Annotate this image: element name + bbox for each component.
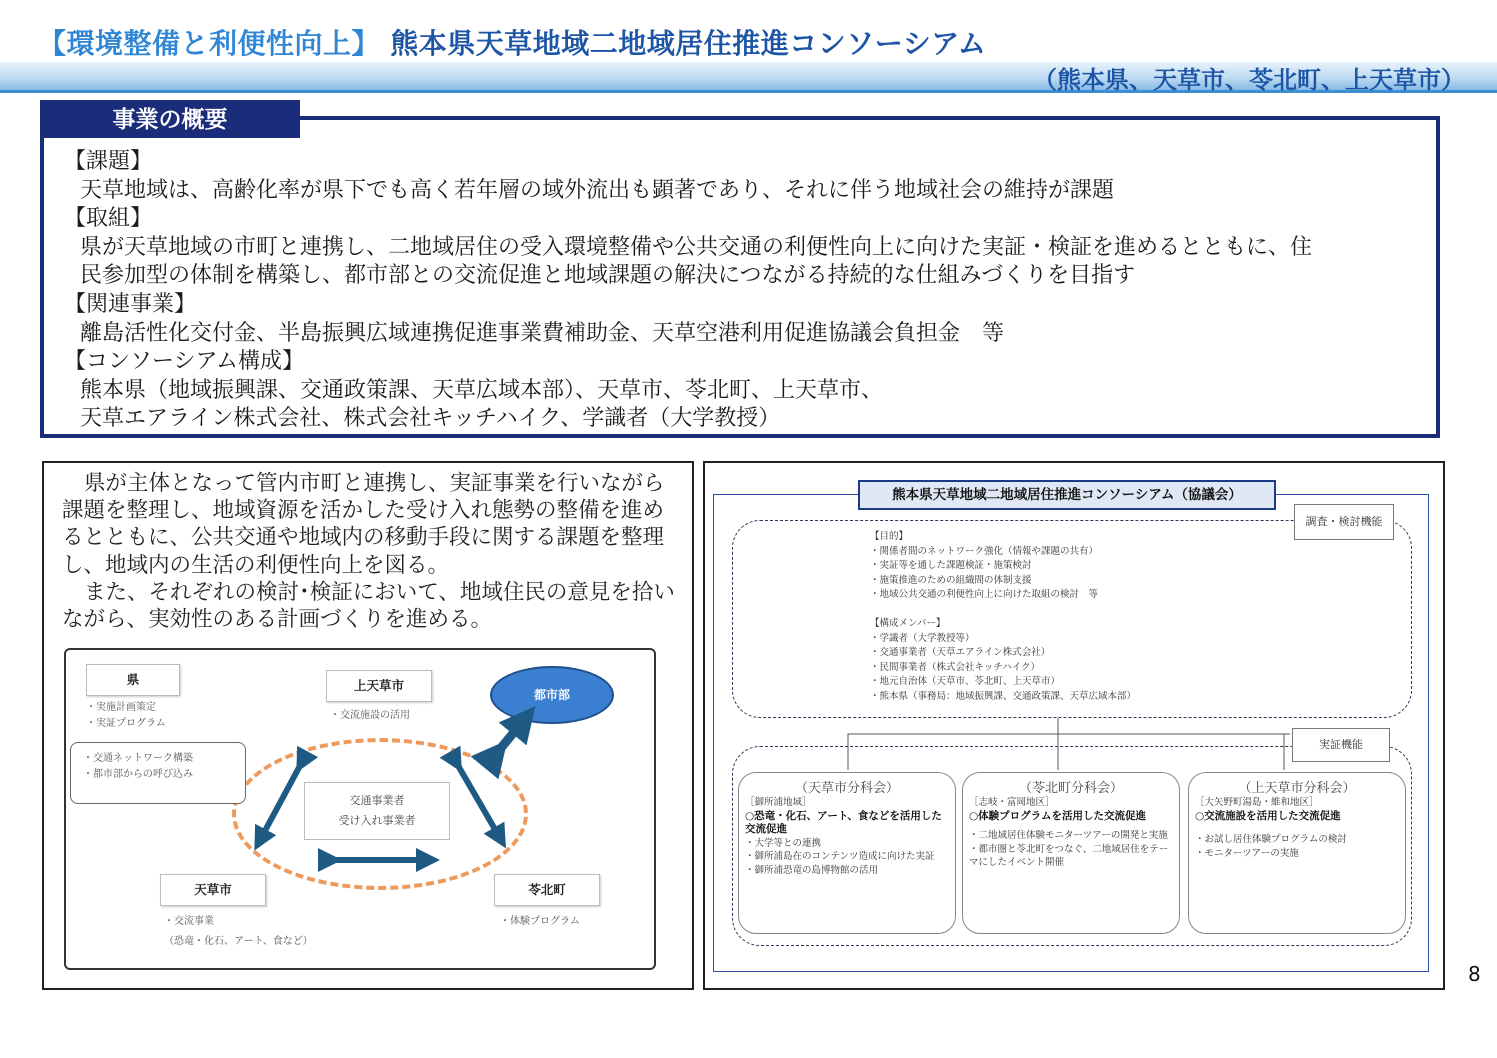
node-amakusa: 天草市	[160, 874, 266, 906]
subcommittee-main: ○体験プログラムを活用した交流促進	[969, 809, 1147, 822]
center-line-2: 受け入れ事業者	[338, 814, 416, 827]
arrow-left-diagonal	[260, 762, 302, 840]
overview-body-related: 離島活性化交付金、半島振興広域連携促進事業費補助金、天草空港利用促進協議会負担金 等	[80, 320, 1005, 346]
subcommittee-kamiamakusa	[1188, 772, 1406, 934]
reihoku-item: ・体験プログラム	[500, 916, 580, 927]
purpose-item: ・施策推進のための組織間の体制支援	[870, 574, 1032, 586]
overview-body-effort-2: 民参加型の体制を構築し、都市部との交流促進と地域課題の解決につながる持続的な仕組みづくりを目指す	[80, 263, 1136, 289]
overview-body-effort-1: 県が天草地域の市町と連携し、二地域居住の受入環境整備や公共交通の利便性向上に向けた実証・検証を進めるとともに、住	[80, 234, 1313, 260]
page-subtitle: （熊本県、天草市、苓北町、上天草市）	[1033, 66, 1465, 94]
overview-tab: 事業の概要	[40, 100, 300, 138]
prefecture-box-item: ・交通ネットワーク構築	[83, 753, 193, 764]
subcommittee-item: ・御所浦島在のコンテンツ造成に向けた実証	[745, 851, 935, 862]
title-prefix: 【環境整備と利便性向上】	[38, 27, 381, 60]
title-main: 熊本県天草地域二地域居住推進コンソーシアム	[390, 27, 987, 60]
member-item: ・民間事業者（株式会社キッチハイク）	[870, 661, 1041, 673]
node-reihoku: 苓北町	[494, 874, 600, 906]
prefecture-item: ・実施計画策定	[86, 702, 156, 713]
node-urban: 都市部	[490, 666, 614, 724]
function-demo: 実証機能	[1292, 728, 1390, 762]
amakusa-item: ・交流事業	[164, 916, 214, 927]
subcommittee-reihoku	[962, 772, 1180, 934]
overview-body-consortium-2: 天草エアライン株式会社、株式会社キッチハイク、学識者（大学教授）	[80, 406, 781, 432]
purpose-block	[870, 530, 1136, 705]
consortium-title: 熊本県天草地域二地域居住推進コンソーシアム（協議会）	[858, 480, 1276, 510]
subcommittee-item: ・御所浦恐竜の島博物館の活用	[745, 864, 879, 876]
member-item: ・熊本県（事務局：地域振興課、交通政策課、天草広域本部）	[870, 690, 1137, 702]
left-paragraph-1: 県が主体となって管内市町と連携し、実証事業を行いながら課題を整理し、地域資源を活かした受け入れ態勢の整備を進めるとともに、公共交通や地域内の移動手段に関する課題を整理し、地域内の生活の利便性向上を図る。	[62, 471, 665, 578]
overview-heading-consortium: 【コンソーシアム構成】	[64, 349, 305, 375]
member-item: ・交通事業者（天草エアライン株式会社）	[870, 647, 1051, 659]
node-prefecture: 県	[86, 664, 180, 696]
prefecture-item: ・実証プログラム	[86, 718, 166, 729]
member-item: ・地元自治体（天草市、苓北町、上天草市）	[870, 676, 1061, 688]
subcommittee-item: ・モニターツアーの実施	[1195, 847, 1299, 859]
arrow-urban	[496, 720, 524, 754]
overview-body-consortium-1: 熊本県（地域振興課、交通政策課、天草広域本部）、天草市、苓北町、上天草市、	[80, 377, 884, 403]
prefecture-box-item: ・都市部からの呼び込み	[83, 769, 193, 780]
subcommittee-item: ・お試し居住体験プログラムの検討	[1195, 834, 1347, 845]
subcommittee-item: ・都市圏と苓北町をつなぐ、二地域居住をテーマにしたイベント開催	[969, 843, 1169, 868]
subcommittee-area: ［大矢野町湯島・維和地区］	[1195, 797, 1319, 808]
purpose-label: 【目的】	[870, 531, 909, 542]
subcommittee-area: ［志岐・富岡地区］	[969, 797, 1055, 808]
members-label: 【構成メンバー】	[870, 617, 946, 629]
subcommittee-title: （苓北町分科会）	[1018, 781, 1123, 796]
member-item: ・学識者（大学教授等）	[870, 632, 975, 644]
arrow-right-diagonal	[456, 762, 500, 838]
kamiamakusa-item: ・交流施設の活用	[330, 710, 410, 721]
overview-heading-effort: 【取組】	[64, 206, 153, 232]
overview-body-issue: 天草地域は、高齢化率が県下でも高く若年層の域外流出も顕著であり、それに伴う地域社会の維持が課題	[80, 177, 1115, 203]
node-kamiamakusa: 上天草市	[326, 670, 432, 702]
center-line-1: 交通事業者	[349, 794, 405, 807]
page-number: 8	[1468, 962, 1481, 986]
purpose-item: ・実証等を通した課題検証・施策検討	[870, 560, 1032, 572]
subcommittee-main: ○恐竜・化石、アート、食などを活用した交流促進	[745, 809, 942, 835]
subcommittee-area: ［御所浦地域］	[745, 797, 812, 808]
subcommittee-title: （天草市分科会）	[794, 781, 899, 796]
subcommittee-title: （上天草市分科会）	[1238, 781, 1356, 796]
subcommittee-item: ・大学等との連携	[745, 837, 822, 849]
overview-heading-issue: 【課題】	[64, 149, 153, 174]
left-paragraph-2: また、それぞれの検討･検証において、地域住民の意見を拾いながら、実効性のある計画づくりを進める。	[62, 579, 675, 633]
overview-heading-related: 【関連事業】	[64, 291, 197, 317]
purpose-item: ・関係者間のネットワーク強化（情報や課題の共有）	[870, 545, 1099, 557]
amakusa-item: （恐竜・化石、アート、食など）	[164, 936, 313, 947]
purpose-item: ・地域公共交通の利便性向上に向けた取組の検討 等	[870, 589, 1099, 601]
subcommittee-main: ○交流施設を活用した交流促進	[1195, 809, 1341, 822]
subcommittee-amakusa	[738, 772, 956, 934]
function-survey: 調査・検討機能	[1294, 504, 1394, 540]
subcommittee-item: ・二地域居住体験モニターツアーの開発と実施	[969, 830, 1168, 841]
